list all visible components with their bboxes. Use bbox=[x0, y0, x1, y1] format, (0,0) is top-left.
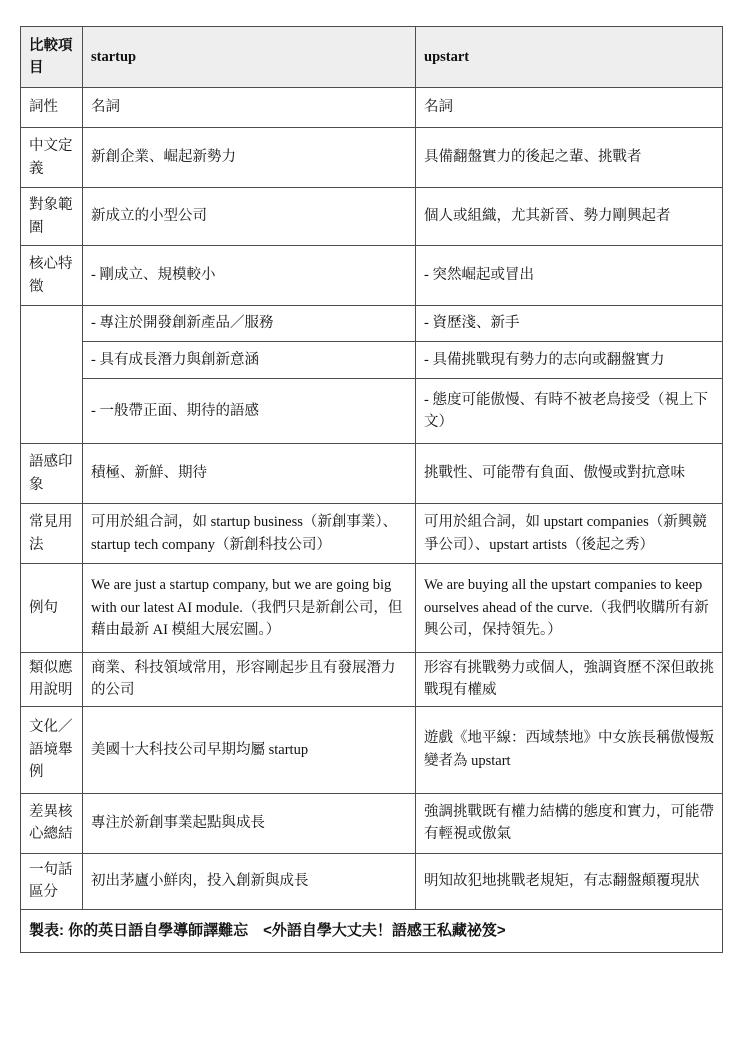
upstart-cell: - 具備挑戰現有勢力的志向或翻盤實力 bbox=[416, 342, 723, 379]
upstart-cell: - 態度可能傲慢、有時不被老鳥接受（視上下文） bbox=[416, 379, 723, 444]
upstart-cell: We are buying all the upstart companies to keep ourselves ahead of the curve.（我們收購所有新興公司，保持領先。） bbox=[416, 564, 723, 653]
upstart-cell: 具備翻盤實力的後起之輩、挑戰者 bbox=[416, 128, 723, 188]
header-row bbox=[21, 27, 723, 88]
upstart-cell: 形容有挑戰勢力或個人，強調資歷不深但敢挑戰現有權威 bbox=[416, 653, 723, 707]
table-row bbox=[21, 853, 723, 909]
startup-cell: 可用於組合詞，如 startup business（新創事業）、startup tech company（新創科技公司） bbox=[83, 504, 416, 564]
upstart-cell: 明知故犯地挑戰老規矩，有志翻盤顛覆現狀 bbox=[416, 853, 723, 909]
table-row bbox=[21, 504, 723, 564]
table-footer-credit: 製表: 你的英日語自學導師譯難忘 <外語自學大丈夫！語感王私藏祕笈> bbox=[21, 909, 723, 952]
table-row bbox=[21, 444, 723, 504]
table-row bbox=[21, 706, 723, 793]
upstart-cell: 名詞 bbox=[416, 88, 723, 128]
row-label: 核心特徵 bbox=[21, 246, 83, 306]
upstart-cell: 遊戲《地平線：西域禁地》中女族長稱傲慢叛變者為 upstart bbox=[416, 706, 723, 793]
table-row bbox=[21, 188, 723, 246]
row-label: 類似應用說明 bbox=[21, 653, 83, 707]
table-row bbox=[21, 793, 723, 853]
row-label: 文化／語境舉例 bbox=[21, 706, 83, 793]
startup-cell: 積極、新鮮、期待 bbox=[83, 444, 416, 504]
table-row bbox=[21, 379, 723, 444]
table-row bbox=[21, 342, 723, 379]
row-label-empty bbox=[21, 306, 83, 444]
row-label: 語感印象 bbox=[21, 444, 83, 504]
startup-cell: 初出茅廬小鮮肉，投入創新與成長 bbox=[83, 853, 416, 909]
upstart-cell: 可用於組合詞，如 upstart companies（新興競爭公司）、upstart artists（後起之秀） bbox=[416, 504, 723, 564]
table-row bbox=[21, 128, 723, 188]
startup-cell: - 專注於開發創新產品／服務 bbox=[83, 306, 416, 342]
startup-cell: 專注於新創事業起點與成長 bbox=[83, 793, 416, 853]
header-compare-item: 比較項目 bbox=[21, 27, 83, 88]
row-label: 常見用法 bbox=[21, 504, 83, 564]
row-label: 一句話區分 bbox=[21, 853, 83, 909]
comparison-table bbox=[20, 26, 723, 953]
startup-cell: - 一般帶正面、期待的語感 bbox=[83, 379, 416, 444]
startup-cell: 名詞 bbox=[83, 88, 416, 128]
table-row bbox=[21, 246, 723, 306]
startup-cell: 美國十大科技公司早期均屬 startup bbox=[83, 706, 416, 793]
table-row bbox=[21, 653, 723, 707]
table-row bbox=[21, 88, 723, 128]
upstart-cell: - 資歷淺、新手 bbox=[416, 306, 723, 342]
row-label: 對象範圍 bbox=[21, 188, 83, 246]
upstart-cell: - 突然崛起或冒出 bbox=[416, 246, 723, 306]
row-label: 例句 bbox=[21, 564, 83, 653]
row-label: 差異核心總結 bbox=[21, 793, 83, 853]
header-startup: startup bbox=[83, 27, 416, 88]
upstart-cell: 強調挑戰既有權力結構的態度和實力，可能帶有輕視或傲氣 bbox=[416, 793, 723, 853]
startup-cell: We are just a startup company, but we are going big with our latest AI module.（我們只是新創公司，但藉由最新 AI 模組大展宏圖。） bbox=[83, 564, 416, 653]
upstart-cell: 挑戰性、可能帶有負面、傲慢或對抗意味 bbox=[416, 444, 723, 504]
startup-cell: 商業、科技領域常用，形容剛起步且有發展潛力的公司 bbox=[83, 653, 416, 707]
startup-cell: - 具有成長潛力與創新意涵 bbox=[83, 342, 416, 379]
table-row bbox=[21, 306, 723, 342]
upstart-cell: 個人或組織，尤其新晉、勢力剛興起者 bbox=[416, 188, 723, 246]
header-upstart: upstart bbox=[416, 27, 723, 88]
row-label: 中文定義 bbox=[21, 128, 83, 188]
row-label: 詞性 bbox=[21, 88, 83, 128]
startup-cell: - 剛成立、規模較小 bbox=[83, 246, 416, 306]
table-row bbox=[21, 564, 723, 653]
footer-row bbox=[21, 909, 723, 952]
startup-cell: 新成立的小型公司 bbox=[83, 188, 416, 246]
startup-cell: 新創企業、崛起新勢力 bbox=[83, 128, 416, 188]
